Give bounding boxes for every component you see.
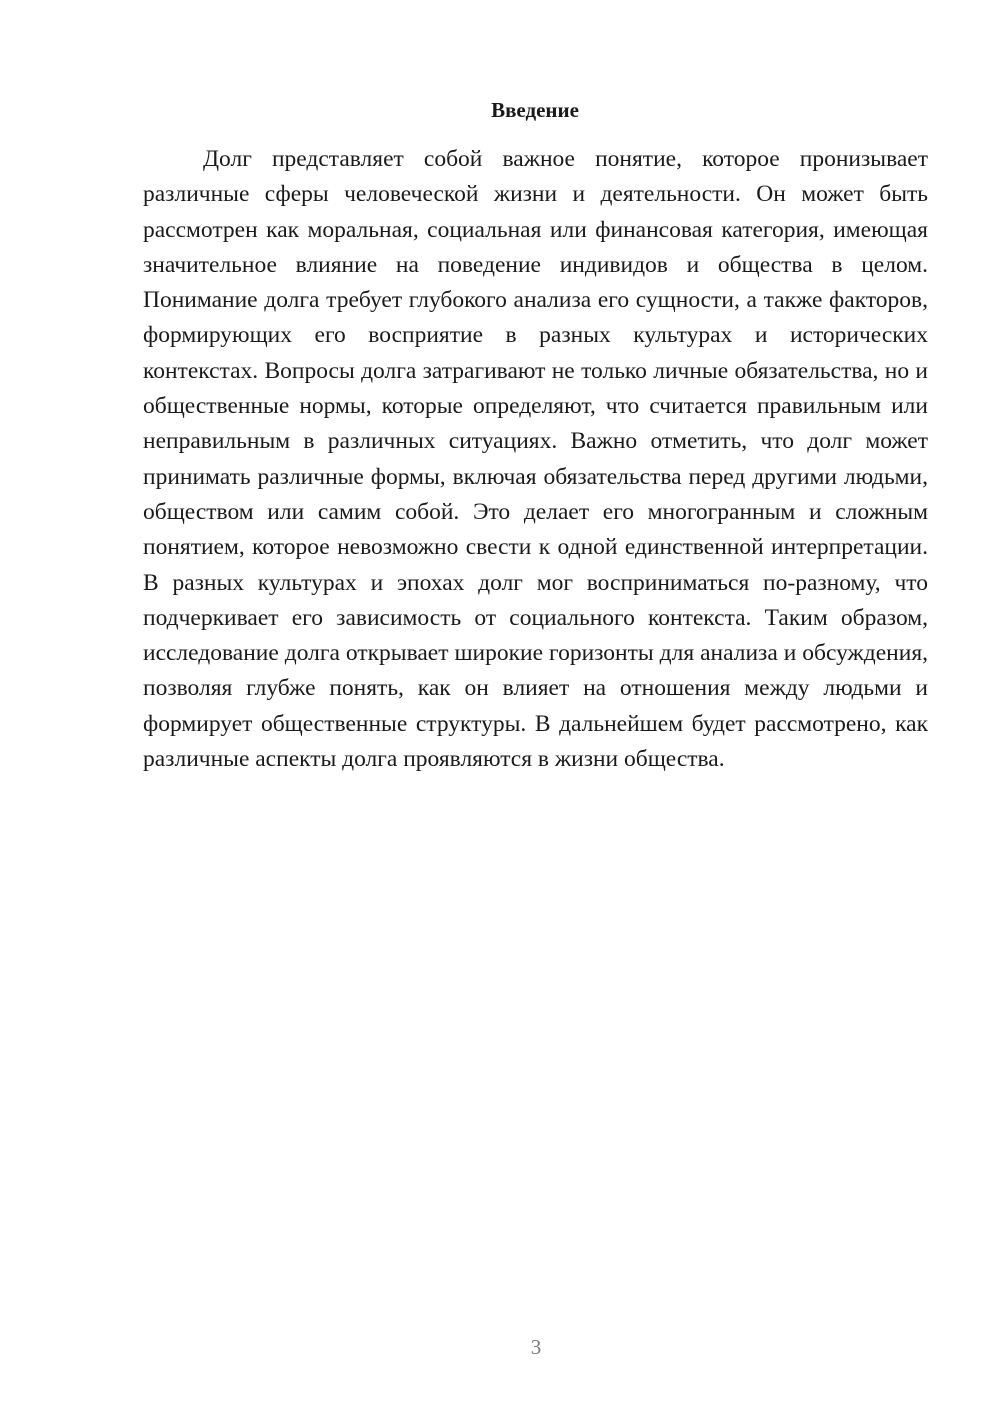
body-paragraph: Долг представляет собой важное понятие, которое пронизывает различные сферы человеческой жизни и деятельности. Он может быть рассмотрен как моральная, социальная или финансовая категория, имеющая значительное влияние на поведение индивидов и общества в целом. Понимание долга требует глубокого анализа его сущности, а также факторов, формирующих его восприятие в разных культурах и исторических контекстах. Вопросы долга затрагивают не только личные обязательства, но и общественные нормы, которые определяют, что считается правильным или неправильным в различных ситуациях. Важно отметить, что долг может принимать различные формы, включая обязательства перед другими людьми, обществом или самим собой. Это делает его многогранным и сложным понятием, которое невозможно свести к одной единственной интерпретации. В разных культурах и эпохах долг мог восприниматься по-разному, что подчеркивает его зависимость от социального контекста. Таким образом, исследование долга открывает широкие горизонты для анализа и обсуждения, позволяя глубже понять, как он влияет на отношения между людьми и формирует общественные структуры. В дальнейшем будет рассмотрено, как различные аспекты долга проявляются в жизни общества. xyxy=(143,146,928,773)
page-number: 3 xyxy=(530,1335,542,1359)
section-heading: Введение xyxy=(491,98,579,122)
